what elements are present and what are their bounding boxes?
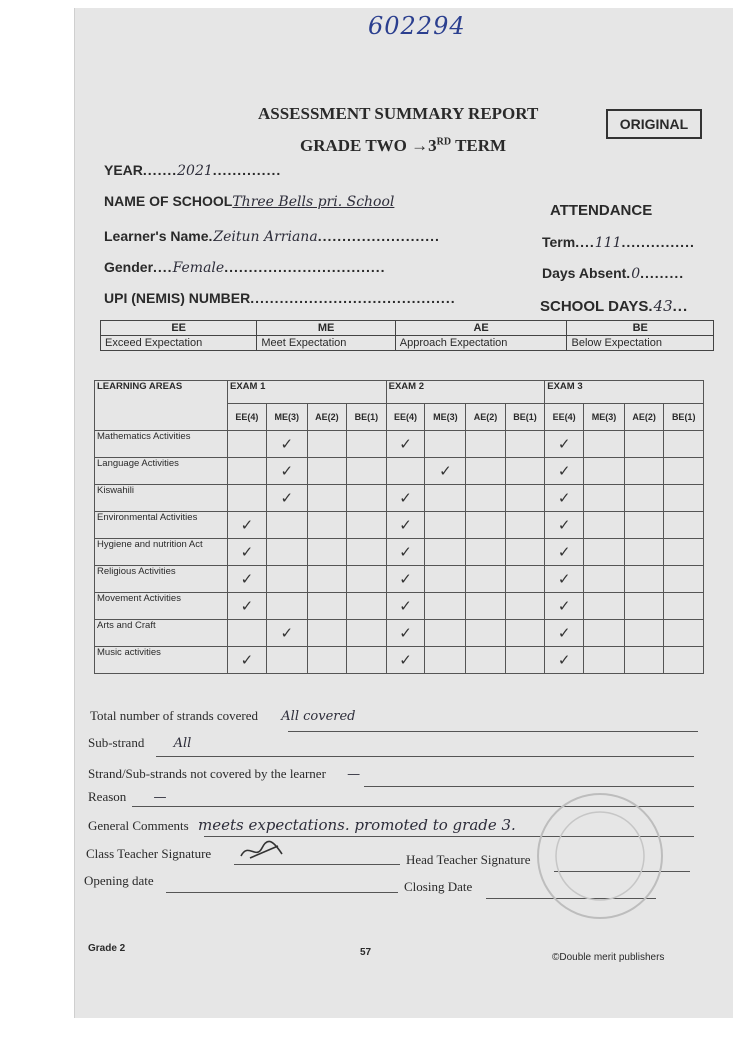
level-header: EE(4): [228, 404, 267, 431]
rating-cell: ✓: [386, 647, 425, 674]
rating-cell: ✓: [545, 485, 584, 512]
rating-key-table: [100, 320, 714, 351]
rating-cell: [664, 566, 704, 593]
rating-cell: [664, 512, 704, 539]
attendance-heading: ATTENDANCE: [550, 202, 653, 219]
rating-cell: [347, 512, 386, 539]
rating-cell: ✓: [545, 566, 584, 593]
learner-name-field: Learner's Name.Zeitun Arriana.........................: [104, 228, 440, 245]
table-row: [95, 566, 704, 593]
learning-areas-body: [95, 431, 704, 674]
rating-cell: ✓: [266, 620, 307, 647]
school-field: NAME OF SCHOOLThree Bells pri. School: [104, 193, 395, 210]
rating-cell: [266, 512, 307, 539]
rating-cell: [505, 512, 544, 539]
rating-cell: [347, 620, 386, 647]
rating-cell: [664, 431, 704, 458]
rating-cell: [266, 647, 307, 674]
level-header: EE(4): [386, 404, 425, 431]
rating-cell: [505, 593, 544, 620]
school-days-field: SCHOOL DAYS.43...: [540, 297, 689, 315]
key-code: AE: [395, 321, 567, 336]
rating-cell: [664, 458, 704, 485]
rating-cell: [505, 431, 544, 458]
footer-page-number: 57: [360, 947, 372, 958]
rating-cell: [624, 458, 663, 485]
key-meaning: Approach Expectation: [395, 336, 567, 351]
rating-cell: ✓: [545, 647, 584, 674]
rating-cell: [347, 566, 386, 593]
table-row: [95, 512, 704, 539]
rating-cell: [584, 593, 625, 620]
rating-cell: [228, 458, 267, 485]
rating-cell: ✓: [545, 593, 584, 620]
rating-cell: [307, 566, 346, 593]
class-teacher-line: [234, 864, 400, 865]
rating-cell: ✓: [386, 620, 425, 647]
rating-cell: ✓: [386, 431, 425, 458]
rating-cell: [466, 620, 505, 647]
level-header: AE(2): [624, 404, 663, 431]
table-row: [95, 458, 704, 485]
rating-cell: [425, 512, 466, 539]
key-code: EE: [101, 321, 257, 336]
substrand-line: [156, 756, 694, 757]
rating-cell: ✓: [425, 458, 466, 485]
rating-cell: [307, 539, 346, 566]
rating-cell: [266, 566, 307, 593]
rating-cell: [425, 620, 466, 647]
rating-cell: ✓: [545, 539, 584, 566]
rating-cell: [624, 593, 663, 620]
learning-area-label: Movement Activities: [95, 593, 228, 620]
rating-cell: [425, 566, 466, 593]
table-row: [95, 647, 704, 674]
learning-area-label: Kiswahili: [95, 485, 228, 512]
learning-area-label: Hygiene and nutrition Act: [95, 539, 228, 566]
class-teacher-signature: [238, 838, 288, 864]
rating-cell: [584, 647, 625, 674]
term-field: Term....111...............: [542, 234, 695, 251]
key-code: BE: [567, 321, 714, 336]
rating-cell: [307, 458, 346, 485]
rating-cell: ✓: [545, 458, 584, 485]
rating-cell: [347, 485, 386, 512]
general-comments-field: General Comments meets expectations. promoted to grade 3.: [88, 816, 516, 834]
substrand-field: Sub-strand All: [88, 735, 192, 751]
rating-cell: [664, 647, 704, 674]
key-meaning: Below Expectation: [567, 336, 714, 351]
rating-cell: [664, 485, 704, 512]
level-header: ME(3): [425, 404, 466, 431]
year-field: YEAR.......2021..............: [104, 162, 282, 179]
learning-area-label: Environmental Activities: [95, 512, 228, 539]
level-header: BE(1): [347, 404, 386, 431]
key-code: ME: [257, 321, 395, 336]
rating-cell: [624, 620, 663, 647]
rating-cell: [307, 431, 346, 458]
rating-cell: ✓: [386, 566, 425, 593]
rating-cell: [307, 485, 346, 512]
rating-cell: [505, 620, 544, 647]
rating-cell: [466, 593, 505, 620]
rating-cell: [228, 620, 267, 647]
rating-cell: [624, 647, 663, 674]
opening-date-line: [166, 892, 398, 893]
strands-covered-field: Total number of strands covered All covered: [90, 708, 356, 724]
rating-cell: [347, 431, 386, 458]
strands-line: [288, 731, 698, 732]
level-header: BE(1): [664, 404, 704, 431]
rating-cell: [425, 431, 466, 458]
report-subtitle: GRADE TWO →3RD TERM: [300, 136, 507, 155]
rating-cell: ✓: [228, 512, 267, 539]
rating-cell: [466, 458, 505, 485]
report-title: ASSESSMENT SUMMARY REPORT: [258, 104, 539, 123]
rating-cell: ✓: [545, 620, 584, 647]
rating-cell: [347, 458, 386, 485]
rating-cell: [505, 485, 544, 512]
rating-cell: [307, 620, 346, 647]
rating-cell: [624, 431, 663, 458]
rating-cell: [584, 458, 625, 485]
reason-field: Reason —: [88, 789, 167, 805]
rating-cell: [425, 539, 466, 566]
level-header: BE(1): [505, 404, 544, 431]
rating-cell: [505, 458, 544, 485]
learning-area-label: Music activities: [95, 647, 228, 674]
level-header: AE(2): [466, 404, 505, 431]
rating-cell: ✓: [266, 485, 307, 512]
rating-cell: [307, 593, 346, 620]
school-stamp: [530, 786, 670, 926]
rating-cell: [425, 485, 466, 512]
rating-cell: [624, 566, 663, 593]
rating-cell: [347, 647, 386, 674]
rating-cell: [624, 485, 663, 512]
rating-cell: [466, 566, 505, 593]
serial-number: 602294: [368, 12, 466, 40]
rating-cell: ✓: [386, 512, 425, 539]
learning-area-label: Mathematics Activities: [95, 431, 228, 458]
upi-field: UPI (NEMIS) NUMBER..........................................: [104, 290, 456, 306]
gender-field: Gender....Female.................................: [104, 259, 386, 276]
rating-cell: [584, 566, 625, 593]
rating-cell: ✓: [228, 566, 267, 593]
rating-cell: ✓: [228, 539, 267, 566]
rating-cell: ✓: [266, 431, 307, 458]
level-header: EE(4): [545, 404, 584, 431]
original-badge: ORIGINAL: [606, 109, 702, 139]
rating-cell: [664, 593, 704, 620]
table-row: [95, 539, 704, 566]
opening-date-field: Opening date: [84, 873, 154, 888]
rating-cell: [584, 485, 625, 512]
rating-cell: [664, 620, 704, 647]
exam-3-header: EXAM 3: [545, 381, 704, 404]
key-meaning: Exceed Expectation: [101, 336, 257, 351]
rating-cell: [466, 539, 505, 566]
rating-cell: [664, 539, 704, 566]
rating-cell: [228, 431, 267, 458]
level-header: ME(3): [584, 404, 625, 431]
rating-cell: [466, 647, 505, 674]
rating-cell: ✓: [545, 512, 584, 539]
rating-cell: [505, 566, 544, 593]
rating-cell: [307, 647, 346, 674]
rating-cell: [466, 431, 505, 458]
rating-cell: [307, 512, 346, 539]
rating-cell: [624, 512, 663, 539]
exam-2-header: EXAM 2: [386, 381, 545, 404]
closing-date-field: Closing Date: [404, 879, 473, 894]
rating-cell: ✓: [545, 431, 584, 458]
class-teacher-signature-field: Class Teacher Signature: [86, 846, 212, 861]
rating-cell: [584, 431, 625, 458]
footer-grade: Grade 2: [88, 943, 126, 954]
rating-cell: [347, 593, 386, 620]
rating-cell: ✓: [386, 485, 425, 512]
rating-cell: [466, 512, 505, 539]
level-header: ME(3): [266, 404, 307, 431]
key-meaning: Meet Expectation: [257, 336, 395, 351]
rating-cell: [505, 647, 544, 674]
rating-cell: [228, 485, 267, 512]
rating-cell: [386, 458, 425, 485]
learning-area-label: Religious Activities: [95, 566, 228, 593]
table-row: [95, 593, 704, 620]
rating-cell: [425, 593, 466, 620]
rating-cell: ✓: [228, 647, 267, 674]
not-covered-field: Strand/Sub-strands not covered by the learner —: [88, 766, 361, 782]
learning-areas-header: LEARNING AREAS: [95, 381, 228, 431]
rating-cell: [266, 593, 307, 620]
learning-areas-table: [94, 380, 704, 674]
table-row: [95, 620, 704, 647]
rating-cell: [425, 647, 466, 674]
head-teacher-signature-field: Head Teacher Signature: [406, 852, 531, 867]
table-row: [95, 485, 704, 512]
rating-cell: ✓: [228, 593, 267, 620]
rating-cell: [584, 620, 625, 647]
learning-area-label: Language Activities: [95, 458, 228, 485]
rating-cell: [584, 512, 625, 539]
rating-cell: [584, 539, 625, 566]
rating-cell: [266, 539, 307, 566]
level-header: AE(2): [307, 404, 346, 431]
learning-area-label: Arts and Craft: [95, 620, 228, 647]
exam-1-header: EXAM 1: [228, 381, 387, 404]
days-absent-field: Days Absent.0.........: [542, 265, 685, 282]
rating-cell: [347, 539, 386, 566]
table-row: [95, 431, 704, 458]
rating-cell: ✓: [386, 593, 425, 620]
footer-publisher: ©Double merit publishers: [552, 952, 665, 963]
rating-cell: [505, 539, 544, 566]
rating-cell: [466, 485, 505, 512]
rating-cell: ✓: [386, 539, 425, 566]
rating-cell: ✓: [266, 458, 307, 485]
rating-cell: [624, 539, 663, 566]
